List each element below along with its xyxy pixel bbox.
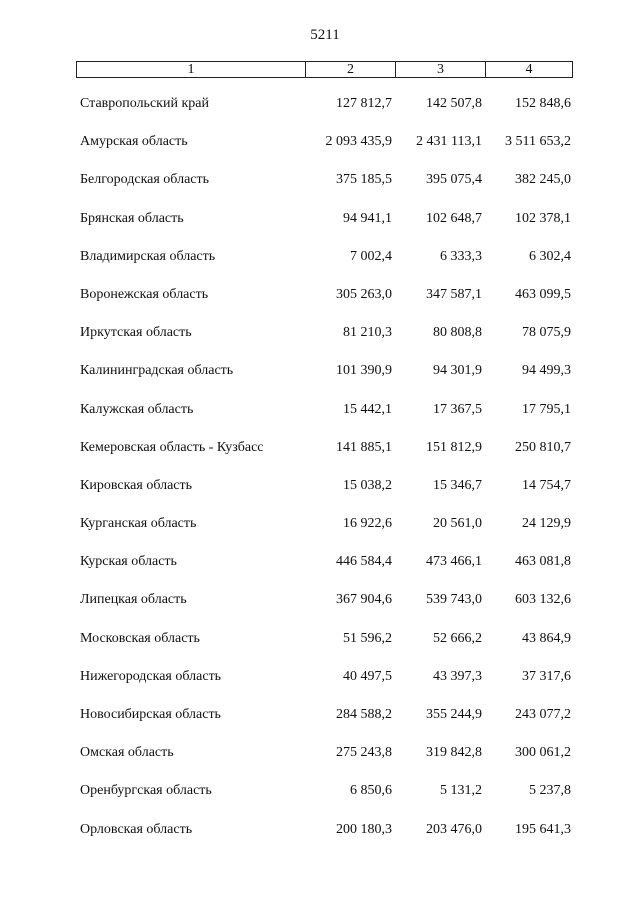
table-row bbox=[0, 781, 640, 819]
value-col-3: 80 808,8 bbox=[433, 325, 482, 341]
value-col-4: 195 641,3 bbox=[515, 821, 571, 837]
value-col-4: 152 848,6 bbox=[515, 96, 571, 111]
page-number: 5211 bbox=[310, 27, 340, 43]
value-col-3: 355 244,9 bbox=[426, 707, 482, 722]
region-name: Калужская область bbox=[80, 401, 194, 417]
value-col-3: 5 131,2 bbox=[440, 783, 482, 799]
value-col-2: 446 584,4 bbox=[336, 554, 392, 570]
value-col-3: 539 743,0 bbox=[426, 592, 482, 608]
value-col-3: 2 431 113,1 bbox=[416, 134, 482, 150]
value-col-2: 375 185,5 bbox=[336, 172, 392, 188]
table-row bbox=[0, 361, 640, 399]
value-col-2: 284 588,2 bbox=[336, 707, 392, 722]
region-name: Омская область bbox=[80, 745, 174, 761]
table-row bbox=[0, 476, 640, 514]
table-row bbox=[0, 94, 640, 132]
value-col-4: 14 754,7 bbox=[522, 477, 571, 493]
table-row bbox=[0, 438, 640, 476]
column-header-1: 1 bbox=[77, 62, 306, 78]
region-name: Оренбургская область bbox=[80, 783, 212, 799]
region-name: Белгородская область bbox=[80, 172, 210, 188]
value-col-3: 347 587,1 bbox=[426, 286, 482, 302]
value-col-2: 40 497,5 bbox=[343, 668, 392, 684]
value-col-2: 15 442,1 bbox=[343, 401, 392, 417]
region-name: Иркутская область bbox=[80, 325, 192, 341]
value-col-3: 17 367,5 bbox=[433, 401, 482, 417]
region-name: Нижегородская область bbox=[80, 668, 222, 684]
table-row bbox=[0, 820, 640, 858]
table-row bbox=[0, 514, 640, 552]
value-col-3: 203 476,0 bbox=[426, 821, 482, 837]
value-col-2: 81 210,3 bbox=[343, 325, 392, 341]
table-row bbox=[0, 629, 640, 667]
value-col-4: 94 499,3 bbox=[522, 363, 571, 379]
region-name: Курганская область bbox=[80, 516, 197, 532]
table-row bbox=[0, 209, 640, 247]
value-col-4: 243 077,2 bbox=[515, 707, 571, 722]
value-col-3: 142 507,8 bbox=[426, 96, 482, 111]
region-name: Орловская область bbox=[80, 821, 193, 837]
region-name: Владимирская область bbox=[80, 248, 216, 264]
value-col-4: 300 061,2 bbox=[515, 745, 571, 761]
value-col-4: 6 302,4 bbox=[529, 248, 571, 264]
value-col-4: 603 132,6 bbox=[515, 592, 571, 608]
value-col-4: 17 795,1 bbox=[522, 401, 571, 417]
value-col-2: 275 243,8 bbox=[336, 745, 392, 761]
region-name: Новосибирская область bbox=[80, 707, 221, 722]
value-col-2: 94 941,1 bbox=[343, 210, 392, 226]
value-col-4: 463 099,5 bbox=[515, 286, 571, 302]
column-header-4: 4 bbox=[486, 62, 573, 78]
value-col-3: 395 075,4 bbox=[426, 172, 482, 188]
table-row bbox=[0, 285, 640, 323]
value-col-2: 127 812,7 bbox=[336, 96, 392, 111]
table-row bbox=[0, 170, 640, 208]
value-col-3: 94 301,9 bbox=[433, 363, 482, 379]
value-col-4: 3 511 653,2 bbox=[505, 134, 571, 150]
region-name: Кемеровская область - Кузбасс bbox=[80, 439, 264, 455]
table-row bbox=[0, 323, 640, 361]
value-col-2: 305 263,0 bbox=[336, 286, 392, 302]
value-col-4: 43 864,9 bbox=[522, 630, 571, 646]
value-col-3: 15 346,7 bbox=[433, 477, 482, 493]
table-row bbox=[0, 705, 640, 743]
value-col-3: 102 648,7 bbox=[426, 210, 482, 226]
value-col-4: 24 129,9 bbox=[522, 516, 571, 532]
value-col-2: 51 596,2 bbox=[343, 630, 392, 646]
table-row bbox=[0, 247, 640, 285]
region-name: Воронежская область bbox=[80, 286, 209, 302]
region-name: Амурская область bbox=[80, 134, 188, 150]
value-col-2: 16 922,6 bbox=[343, 516, 392, 532]
value-col-4: 5 237,8 bbox=[529, 783, 571, 799]
value-col-4: 37 317,6 bbox=[522, 668, 571, 684]
value-col-2: 6 850,6 bbox=[350, 783, 392, 799]
value-col-2: 101 390,9 bbox=[336, 363, 392, 379]
table-row bbox=[0, 743, 640, 781]
region-table-body bbox=[0, 94, 640, 858]
value-col-3: 20 561,0 bbox=[433, 516, 482, 532]
value-col-3: 43 397,3 bbox=[433, 668, 482, 684]
value-col-2: 2 093 435,9 bbox=[325, 134, 392, 150]
value-col-3: 52 666,2 bbox=[433, 630, 482, 646]
region-name: Липецкая область bbox=[80, 592, 187, 608]
table-row bbox=[0, 400, 640, 438]
value-col-3: 6 333,3 bbox=[440, 248, 482, 264]
value-col-2: 7 002,4 bbox=[350, 248, 392, 264]
value-col-3: 473 466,1 bbox=[426, 554, 482, 570]
region-name: Брянская область bbox=[80, 210, 184, 226]
value-col-2: 141 885,1 bbox=[336, 439, 392, 455]
value-col-3: 151 812,9 bbox=[426, 439, 482, 455]
column-header-3: 3 bbox=[396, 62, 486, 78]
column-header-2: 2 bbox=[306, 62, 396, 78]
value-col-2: 200 180,3 bbox=[336, 821, 392, 837]
value-col-4: 250 810,7 bbox=[515, 439, 571, 455]
value-col-3: 319 842,8 bbox=[426, 745, 482, 761]
value-col-4: 102 378,1 bbox=[515, 210, 571, 226]
table-row bbox=[0, 552, 640, 590]
table-row bbox=[0, 132, 640, 170]
region-name: Московская область bbox=[80, 630, 200, 646]
value-col-4: 382 245,0 bbox=[515, 172, 571, 188]
region-name: Ставропольский край bbox=[80, 96, 209, 111]
column-header-table bbox=[76, 61, 573, 78]
value-col-4: 78 075,9 bbox=[522, 325, 571, 341]
table-row bbox=[0, 667, 640, 705]
value-col-2: 367 904,6 bbox=[336, 592, 392, 608]
column-header-row bbox=[77, 62, 573, 78]
value-col-2: 15 038,2 bbox=[343, 477, 392, 493]
value-col-4: 463 081,8 bbox=[515, 554, 571, 570]
region-name: Кировская область bbox=[80, 477, 193, 493]
region-name: Курская область bbox=[80, 554, 177, 570]
region-name: Калининградская область bbox=[80, 363, 234, 379]
table-row bbox=[0, 590, 640, 628]
